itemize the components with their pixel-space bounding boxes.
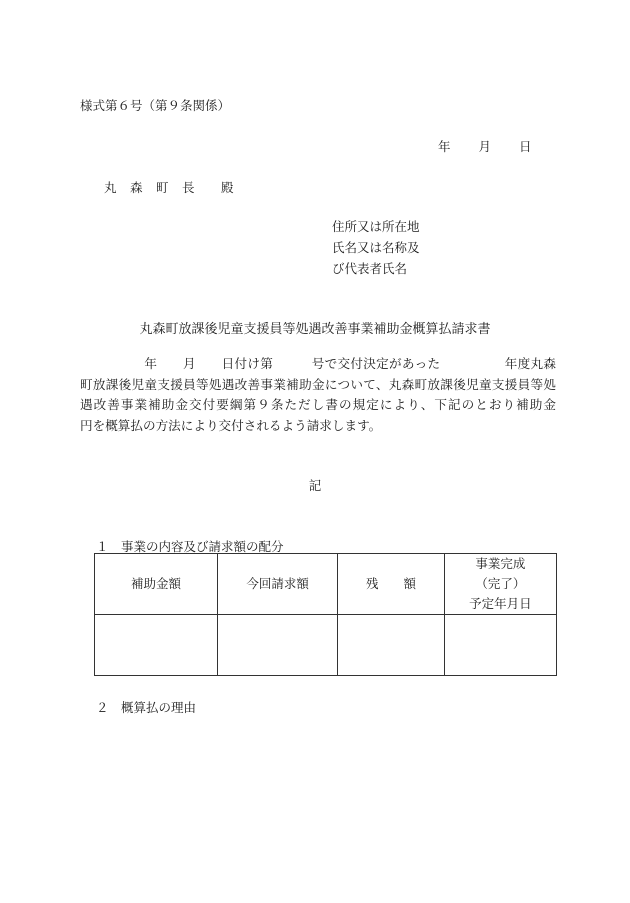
document-title: 丸森町放課後児童支援員等処遇改善事業補助金概算払請求書: [139, 322, 491, 337]
cell-remaining: [338, 615, 444, 676]
section1-heading: １ 事業の内容及び請求額の配分: [96, 539, 284, 554]
recipient: 丸 森 町 長 殿: [104, 180, 235, 195]
header-completion-line1: 事業完成: [475, 556, 526, 571]
header-completion-line3: 予定年月日: [469, 596, 532, 611]
applicant-address-label: 住所又は所在地: [332, 219, 420, 234]
cell-completion-date: [444, 615, 556, 676]
allocation-table: [94, 553, 557, 676]
header-remaining: 残 額: [338, 554, 444, 615]
ki-marker: 記: [308, 478, 322, 493]
header-current-request: 今回請求額: [218, 554, 338, 615]
date-day-label: 日: [519, 139, 532, 154]
cell-current-request: [218, 615, 338, 676]
table-row: [95, 615, 557, 676]
date-month-label: 月: [478, 139, 492, 154]
request-body-text: 年 月 日付け第 号で交付決定があった 年度丸森町放課後児童支援員等処遇改善事業補助金について、丸森町放課後児童支援員等処遇改善事業補助金交付要綱第９条ただし書の規定により、下記のとおり補助金 円を概算払の方法により交付されるよう請求します。: [80, 356, 619, 433]
section2-heading: ２ 概算払の理由: [96, 700, 197, 715]
table-header-row: [95, 554, 557, 615]
applicant-name-label-line1: 氏名又は名称及: [332, 240, 420, 255]
applicant-name-label-line2: び代表者氏名: [332, 261, 408, 276]
header-completion-date: [444, 554, 556, 615]
date-line: [438, 137, 532, 155]
header-completion-line2: （完了）: [475, 576, 526, 591]
header-subsidy-amount: 補助金額: [95, 554, 218, 615]
cell-subsidy-amount: [95, 615, 218, 676]
date-year-label: 年: [438, 139, 451, 154]
form-number: 様式第６号（第９条関係）: [80, 98, 231, 113]
